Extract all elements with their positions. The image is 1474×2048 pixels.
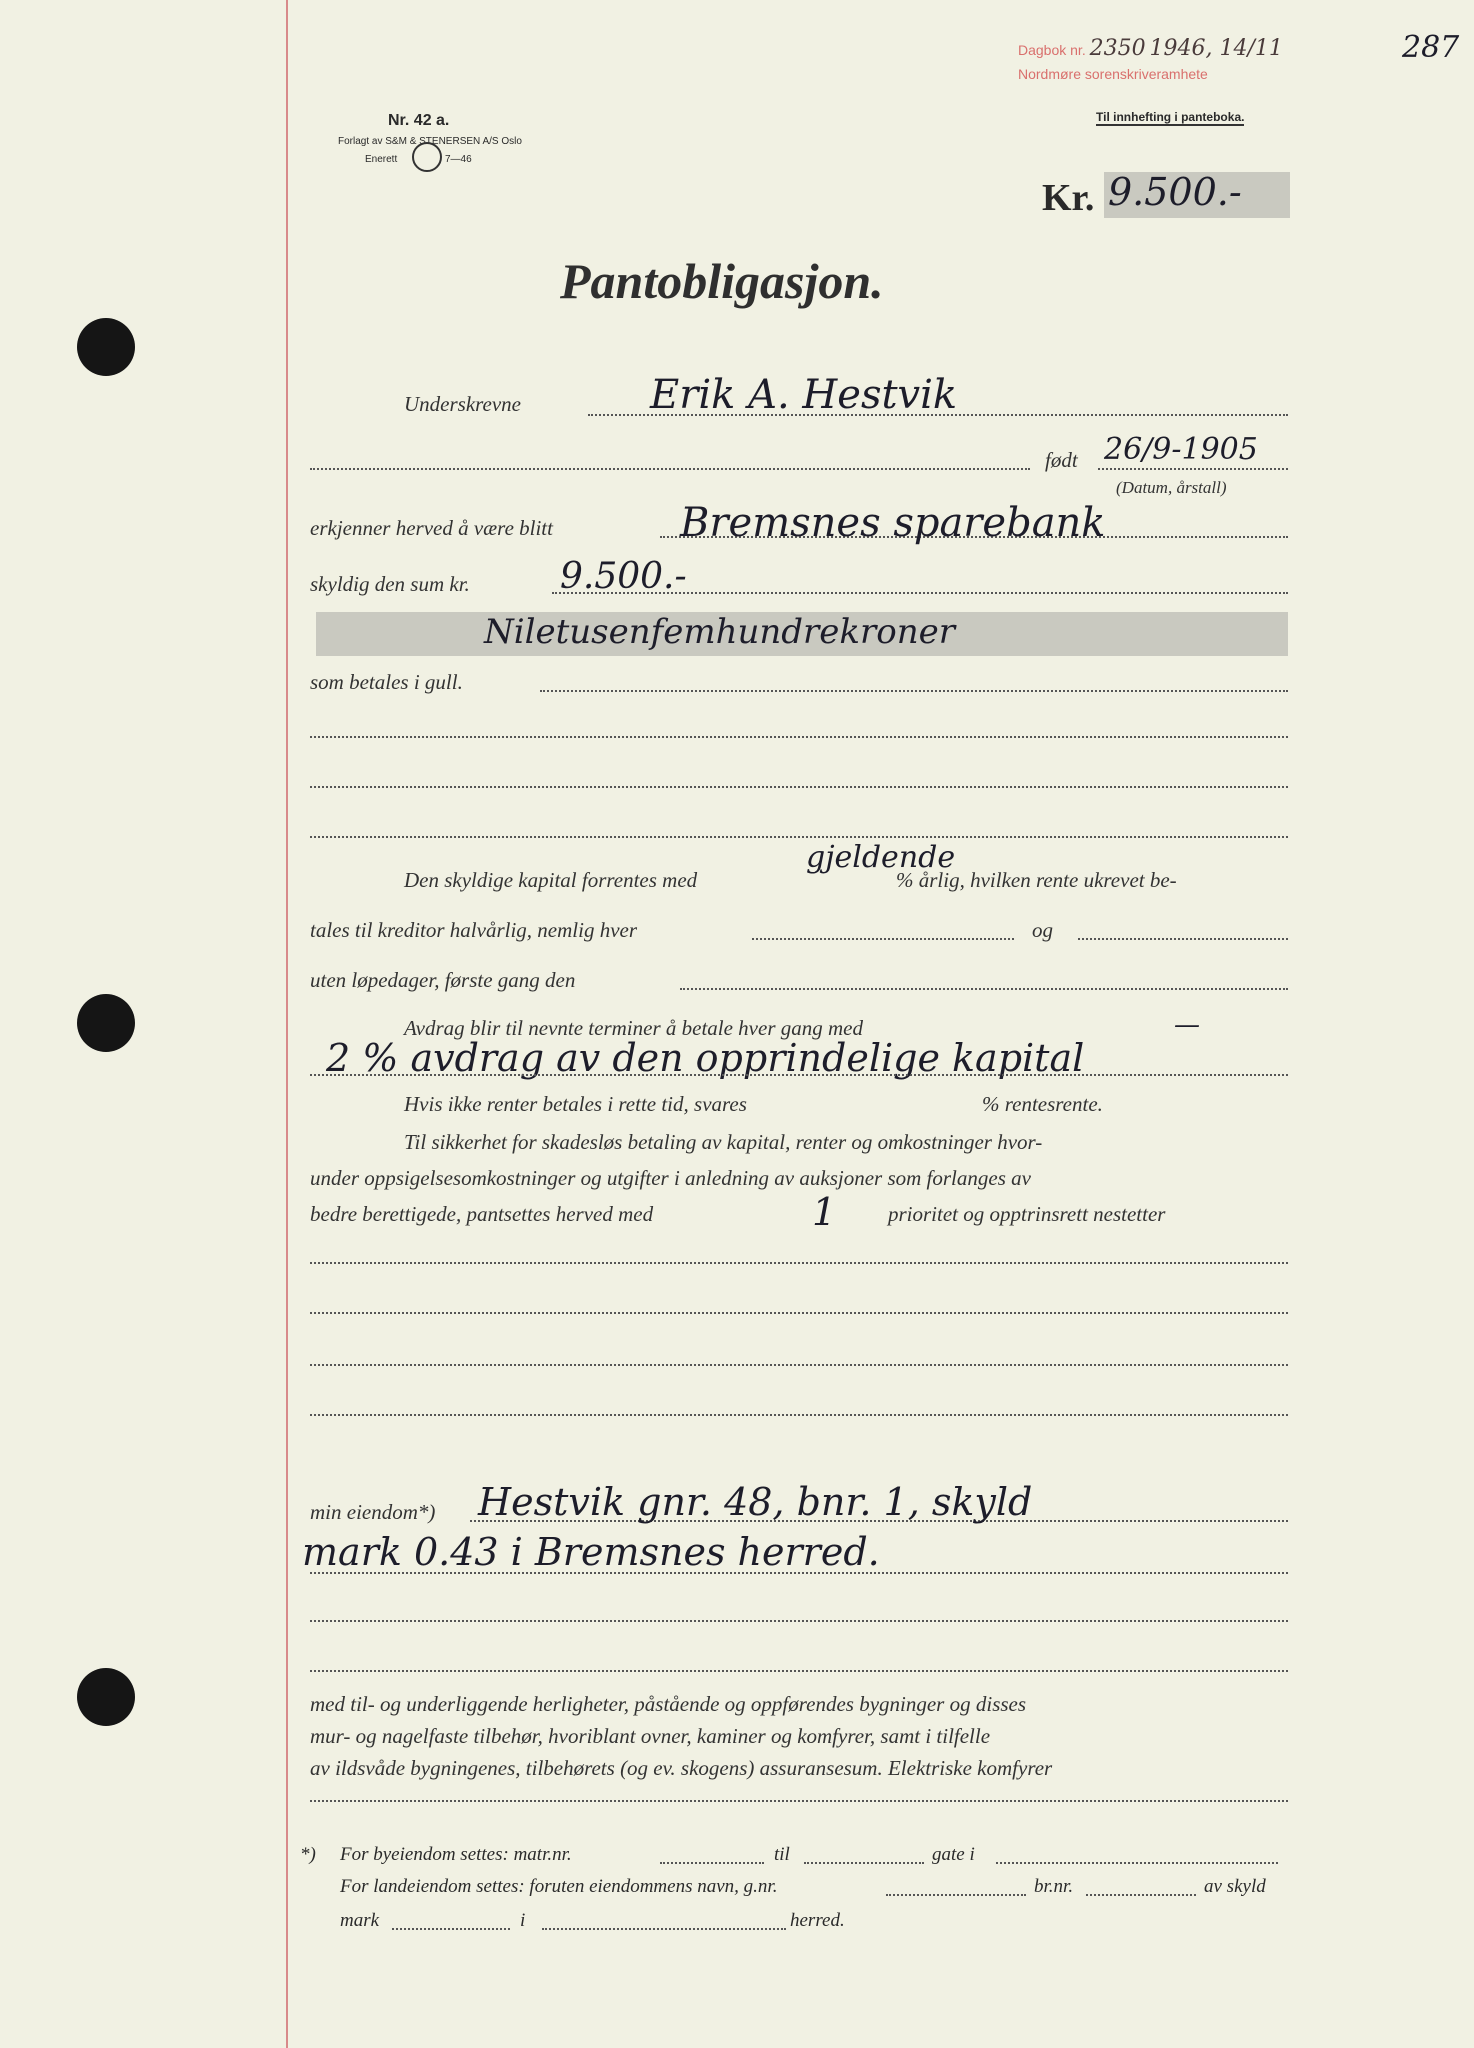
installment-line	[310, 1074, 1288, 1076]
sum-words: Niletusenfemhundrekroner	[484, 612, 956, 652]
sum-label: skyldig den sum kr.	[310, 572, 470, 596]
footnote-land-label: For landeiendom settes: foruten eiendommens navn, g.nr.	[340, 1876, 778, 1897]
installment-label: Avdrag blir til nevnte terminer å betale hver gang med	[404, 1016, 863, 1040]
registry-stamp	[1018, 36, 1283, 61]
edition-code: 7—46	[445, 154, 472, 165]
footnote-city-label: For byeiendom settes: matr.nr.	[340, 1844, 572, 1865]
mark-line	[392, 1928, 510, 1930]
gold-line	[540, 690, 1288, 692]
stamp-court: Nordmøre sorenskriveramhete	[1018, 66, 1208, 82]
security-line-3: bedre berettigede, pantsettes herved med	[310, 1202, 654, 1226]
punch-hole-bottom	[77, 1668, 135, 1726]
herred-line	[542, 1928, 786, 1930]
blank-line-7	[310, 1414, 1288, 1416]
stamp-date: 1946, 14/11	[1149, 36, 1283, 61]
semiannual-line	[752, 938, 1014, 940]
security-line-1: Til sikkerhet for skadesløs betaling av kapital, renter og omkostninger hvor-	[404, 1130, 1043, 1154]
blank-line-1	[310, 736, 1288, 738]
enerett-label: Enerett	[365, 154, 398, 165]
city-gate-line	[996, 1862, 1278, 1864]
binding-note: Til innhefting i panteboka.	[1096, 110, 1245, 124]
blank-line-9	[310, 1670, 1288, 1672]
creditor-label: erkjenner herved å være blitt	[310, 516, 553, 540]
blank-line-5	[310, 1312, 1288, 1314]
land-br-line	[1086, 1894, 1196, 1896]
stamp-label: Dagbok nr.	[1018, 42, 1086, 58]
publisher-line: Forlagt av S&M & STENERSEN A/S Oslo	[338, 136, 522, 147]
gold-label: som betales i gull.	[310, 670, 463, 694]
page-number: 287	[1402, 30, 1460, 65]
blank-line-6	[310, 1364, 1288, 1366]
document-title: Pantobligasjon.	[560, 253, 884, 309]
security-line-2: under oppsigelsesomkostninger og utgifter i anledning av auksjoner som forlanges av	[310, 1166, 1031, 1190]
late-label: Hvis ikke renter betales i rette tid, svares	[404, 1092, 747, 1116]
land-gnr-line	[886, 1894, 1026, 1896]
footnote-star: *)	[300, 1844, 316, 1865]
appurtenance-line-2: mur- og nagelfaste tilbehør, hvoriblant ovner, kaminer og komfyrer, samt i tilfelle	[310, 1724, 991, 1748]
undersigned-label: Underskrevne	[404, 392, 522, 416]
born-date: 26/9-1905	[1104, 432, 1258, 467]
footnote-land-skyld: av skyld	[1204, 1876, 1266, 1897]
punch-hole-middle	[77, 994, 135, 1052]
stamp-number: 2350	[1089, 36, 1146, 61]
appurtenance-line-3: av ildsvåde bygningenes, tilbehørets (og ev. skogens) assuransesum. Elektriske komfyrer	[310, 1756, 1053, 1780]
blank-line-8	[310, 1620, 1288, 1622]
publisher-logo	[412, 142, 442, 172]
installment-dash: —	[1174, 1010, 1200, 1040]
born-line	[1098, 468, 1288, 470]
amount-label: Kr.	[1042, 177, 1095, 219]
og-label: og	[1032, 918, 1053, 942]
born-leading-line	[310, 468, 1030, 470]
blank-line-10	[310, 1800, 1288, 1802]
footnote-i: i	[520, 1910, 526, 1931]
blank-line-4	[310, 1262, 1288, 1264]
priority-hand: 1	[812, 1190, 837, 1234]
property-label: min eiendom*)	[310, 1500, 436, 1524]
city-matr-line	[660, 1862, 764, 1864]
form-number: Nr. 42 a.	[388, 112, 450, 129]
installment-hand: 2 % avdrag av den opprindelige kapital	[326, 1036, 1085, 1080]
born-hint: (Datum, årstall)	[1116, 478, 1227, 497]
property-hand-1: Hestvik gnr. 48, bnr. 1, skyld	[478, 1480, 1033, 1524]
footnote-city-gate: gate i	[932, 1844, 975, 1865]
footnote-city-til: til	[774, 1844, 790, 1865]
property-hand-2: mark 0.43 i Bremsnes herred.	[302, 1530, 880, 1574]
semiannual-label: tales til kreditor halvårlig, nemlig hver	[310, 918, 638, 942]
late-label-b: % rentesrente.	[982, 1092, 1103, 1116]
born-label: født	[1045, 448, 1078, 472]
first-due-line	[680, 988, 1288, 990]
undersigned-name: Erik A. Hestvik	[650, 372, 958, 418]
security-line-3b: prioritet og opptrinsrett nestetter	[888, 1202, 1166, 1226]
margin-line	[286, 0, 288, 2048]
footnote-land-br: br.nr.	[1034, 1876, 1074, 1897]
blank-line-2	[310, 786, 1288, 788]
footnote-mark: mark	[340, 1910, 380, 1931]
city-til-line	[804, 1862, 924, 1864]
interest-hand: gjeldende	[806, 840, 956, 875]
sum-value: 9.500.-	[560, 556, 687, 597]
punch-hole-top	[77, 318, 135, 376]
amount-value: 9.500.-	[1108, 170, 1242, 214]
appurtenance-line-1: med til- og underliggende herligheter, påstående og oppførendes bygninger og disses	[310, 1692, 1027, 1716]
og-line	[1078, 938, 1288, 940]
interest-label: Den skyldige kapital forrentes med	[404, 868, 698, 892]
footnote-herred: herred.	[790, 1910, 845, 1931]
creditor-name: Bremsnes sparebank	[680, 500, 1106, 546]
blank-line-3	[310, 836, 1288, 838]
interest-label-b: % årlig, hvilken rente ukrevet be-	[896, 868, 1177, 892]
first-due-label: uten løpedager, første gang den	[310, 968, 576, 992]
